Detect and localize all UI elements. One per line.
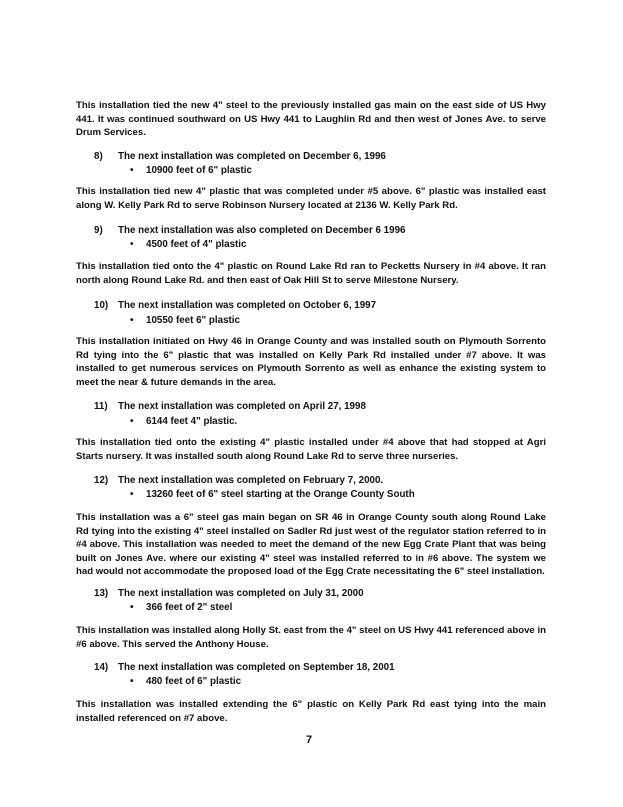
item-14-bullet bbox=[130, 675, 241, 688]
bullet-dot: • bbox=[130, 602, 134, 613]
item-8-bullet bbox=[130, 164, 252, 177]
paragraph-anthony-house: This installation was installed along Holly St. east from the 4" steel on US Hwy 441 referenced above in #6 above. This served the Anthony House. bbox=[76, 625, 546, 650]
item-9-text: The next installation was also completed on December 6 1996 bbox=[118, 225, 406, 236]
item-10-heading bbox=[94, 299, 376, 312]
item-12-bullet bbox=[130, 488, 415, 501]
item-8-bullet-text: 10900 feet of 6" plastic bbox=[146, 165, 252, 176]
page-number: 7 bbox=[306, 734, 313, 746]
item-11-heading bbox=[94, 400, 366, 413]
item-9-bullet bbox=[130, 238, 246, 251]
item-14-number: 14) bbox=[94, 662, 109, 673]
item-11-bullet bbox=[130, 415, 237, 428]
item-12-number: 12) bbox=[94, 475, 109, 486]
item-12-bullet-text: 13260 feet of 6" steel starting at the Orange County South bbox=[146, 489, 415, 500]
item-9-heading bbox=[94, 224, 405, 237]
item-9-number: 9) bbox=[94, 225, 103, 236]
item-13-bullet bbox=[130, 601, 232, 614]
item-12-heading bbox=[94, 474, 383, 487]
item-14-bullet-text: 480 feet of 6" plastic bbox=[146, 676, 242, 687]
paragraph-plymouth-sorrento: This installation initiated on Hwy 46 in Orange County and was installed south on Plymouth Sorrento Rd tying into the 6" plastic that was installed on Kelly Park Rd installed under #7 above. It was installed to get numerous services on Plymouth Sorrento as well as enhance the existing system to meet the near & future demands in the area. bbox=[76, 336, 546, 388]
item-11-text: The next installation was completed on April 27, 1998 bbox=[118, 401, 366, 412]
paragraph-agri-starts: This installation tied onto the existing 4" plastic installed under #4 above that had stopped at Agri Starts nursery. It was installed south along Round Lake Rd to serve three nurseries. bbox=[76, 437, 546, 462]
item-13-bullet-text: 366 feet of 2" steel bbox=[146, 602, 233, 613]
paragraph-milestone-nursery: This installation tied onto the 4" plastic on Round Lake Rd ran to Pecketts Nursery in #4 above. It ran north along Round Lake Rd. and then east of Oak Hill St to serve Milestone Nursery. bbox=[76, 261, 546, 286]
bullet-dot: • bbox=[130, 315, 134, 326]
item-8-text: The next installation was completed on December 6, 1996 bbox=[118, 151, 386, 162]
item-12-text: The next installation was completed on February 7, 2000. bbox=[118, 475, 384, 486]
item-14-heading bbox=[94, 661, 395, 674]
bullet-dot: • bbox=[130, 676, 134, 687]
paragraph-robinson-nursery: This installation tied new 4" plastic that was completed under #5 above. 6" plastic was installed east along W. Kelly Park Rd to serve Robinson Nursery located at 2136 W. Kelly Park Rd. bbox=[76, 186, 546, 211]
item-11-bullet-text: 6144 feet 4" plastic. bbox=[146, 416, 238, 427]
bullet-dot: • bbox=[130, 416, 134, 427]
item-10-number: 10) bbox=[94, 300, 109, 311]
item-10-text: The next installation was completed on October 6, 1997 bbox=[118, 300, 377, 311]
bullet-dot: • bbox=[130, 165, 134, 176]
item-10-bullet-text: 10550 feet 6" plastic bbox=[146, 315, 240, 326]
paragraph-egg-crate-plant: This installation was a 6" steel gas main began on SR 46 in Orange County south along Round Lake Rd tying into the existing 4" steel installed on Sadler Rd just west of the regulator station referred to in #4 above. This installation was needed to meet the demand of the new Egg Crate Plant that was being built on Jones Ave. where our existing 4" steel was installed referred to in #6 above. The system we had would not accommodate the proposed load of the Egg Crate necessitating the 6" steel installation. bbox=[76, 512, 546, 578]
item-13-number: 13) bbox=[94, 588, 109, 599]
item-8-number: 8) bbox=[94, 151, 103, 162]
item-13-text: The next installation was completed on July 31, 2000 bbox=[118, 588, 364, 599]
bullet-dot: • bbox=[130, 239, 134, 250]
bullet-dot: • bbox=[130, 489, 134, 500]
item-13-heading bbox=[94, 587, 364, 600]
paragraph-kelly-park-east: This installation was installed extending the 6" plastic on Kelly Park Rd east tying into the main installed referenced on #7 above. bbox=[76, 699, 546, 724]
item-11-number: 11) bbox=[94, 401, 108, 412]
item-8-heading bbox=[94, 150, 386, 163]
item-9-bullet-text: 4500 feet of 4" plastic bbox=[146, 239, 247, 250]
paragraph-hwy-441-steel: This installation tied the new 4" steel to the previously installed gas main on the east side of US Hwy 441. It was continued southward on US Hwy 441 to Laughlin Rd and then west of Jones Ave. to serve Drum Services. bbox=[76, 100, 546, 139]
item-10-bullet bbox=[130, 314, 240, 327]
item-14-text: The next installation was completed on September 18, 2001 bbox=[118, 662, 395, 673]
